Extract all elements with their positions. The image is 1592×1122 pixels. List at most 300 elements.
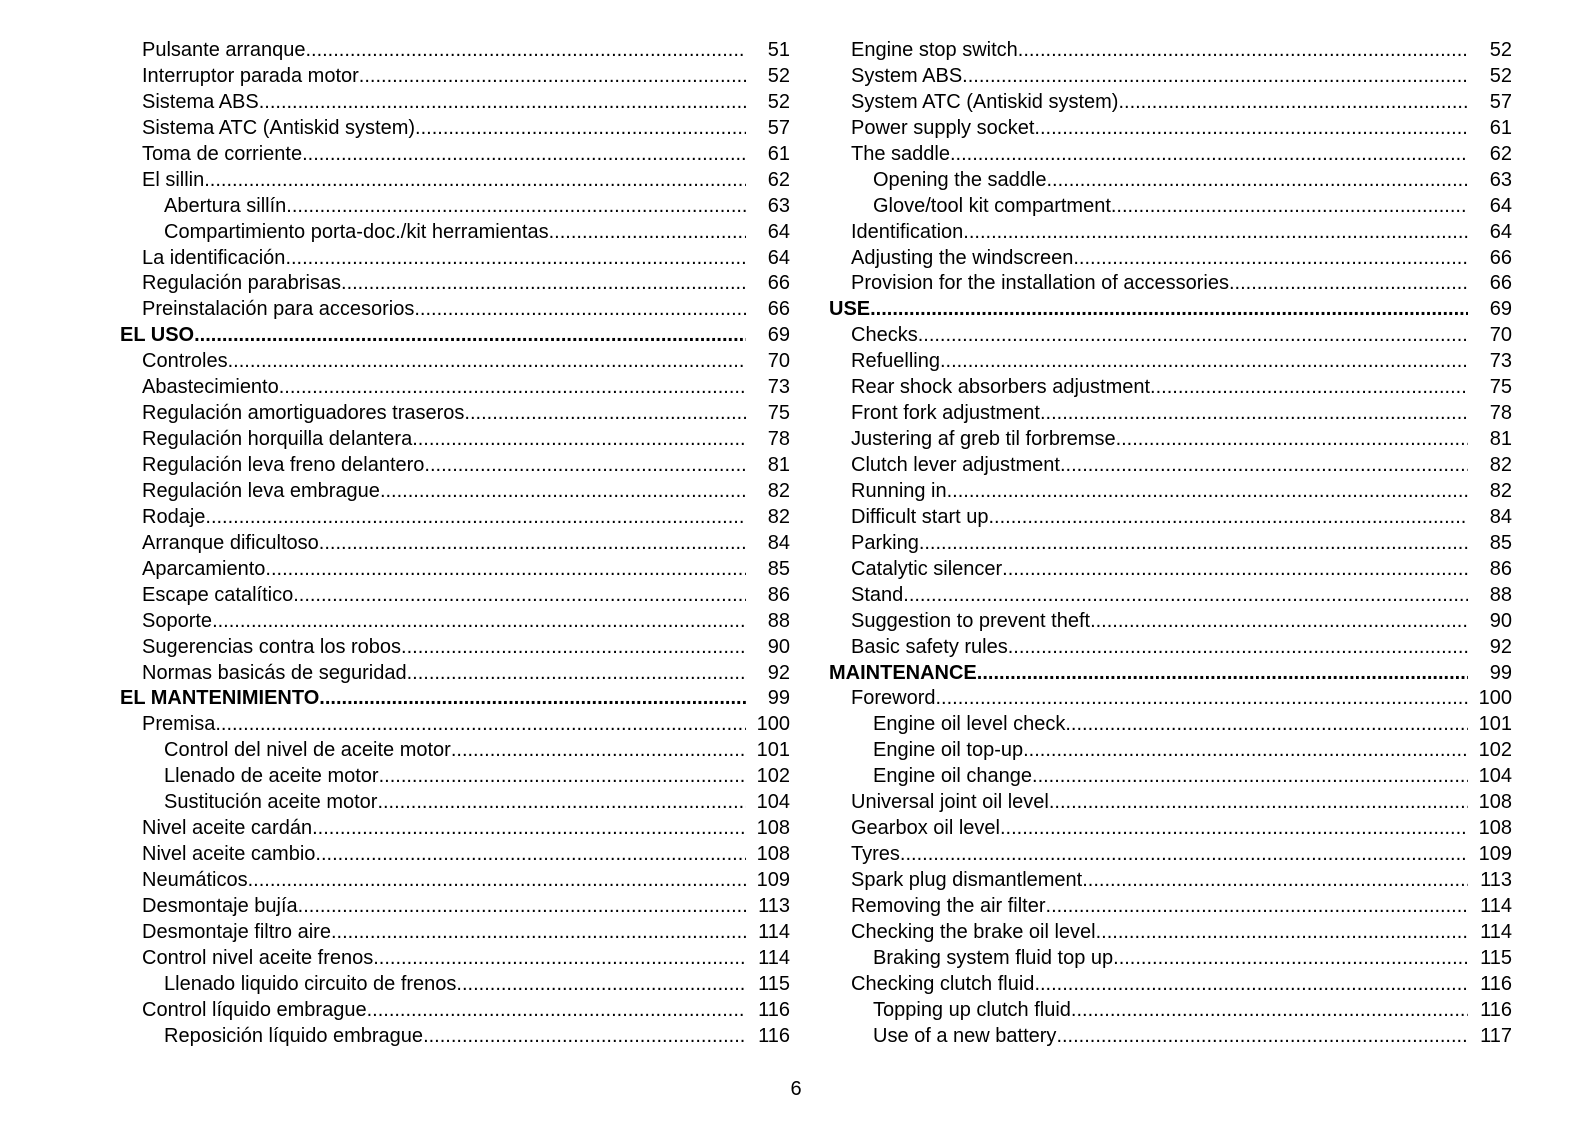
toc-entry-title: Parking (851, 531, 919, 554)
toc-entry-title: Refuelling (851, 350, 940, 373)
toc-entry-page: 85 (767, 557, 790, 580)
toc-dot-leader (315, 842, 746, 868)
toc-entry[interactable] (829, 194, 1512, 220)
toc-dot-leader (1023, 738, 1468, 764)
toc-entry-page: 92 (1489, 635, 1512, 658)
toc-entry[interactable] (829, 349, 1512, 375)
toc-entry[interactable] (829, 531, 1512, 557)
toc-entry-title: Reposición líquido embrague (164, 1024, 424, 1047)
toc-entry[interactable] (120, 946, 790, 972)
toc-entry-title: Normas basicás de seguridad (142, 661, 407, 684)
toc-dot-leader (248, 868, 746, 894)
toc-entry-title: Braking system fluid top up. (873, 946, 1119, 969)
toc-dot-leader (1032, 764, 1468, 790)
toc-entry-page: 69 (767, 324, 790, 347)
toc-entry-page: 66 (767, 298, 790, 321)
toc-dot-leader (341, 271, 746, 297)
toc-entry-title: Universal joint oil level (851, 791, 1049, 814)
toc-entry-page: 78 (767, 428, 790, 451)
toc-entry-page: 114 (758, 920, 790, 943)
toc-entry-title: Running in (851, 479, 947, 502)
toc-entry-page: 116 (758, 998, 790, 1021)
toc-entry-page: 57 (767, 116, 790, 139)
toc-entry[interactable] (120, 738, 790, 764)
toc-entry-page: 108 (1478, 817, 1512, 840)
toc-entry[interactable] (829, 738, 1512, 764)
toc-dot-leader (1082, 868, 1468, 894)
toc-entry-page: 86 (1489, 557, 1512, 580)
toc-dot-leader (1046, 894, 1468, 920)
toc-dot-leader (1090, 609, 1468, 635)
toc-entry-page: 116 (1480, 998, 1512, 1021)
toc-entry-title: Catalytic silencer (851, 557, 1003, 580)
toc-entry[interactable] (829, 142, 1512, 168)
toc-entry-page: 101 (756, 739, 790, 762)
toc-entry[interactable] (829, 712, 1512, 738)
toc-dot-leader (293, 583, 746, 609)
toc-dot-leader (423, 1024, 746, 1050)
toc-entry[interactable] (120, 920, 790, 946)
toc-entry[interactable] (120, 349, 790, 375)
toc-entry[interactable] (120, 194, 790, 220)
toc-entry-page: 117 (1480, 1024, 1512, 1047)
toc-dot-leader (377, 790, 746, 816)
toc-dot-leader (1096, 920, 1468, 946)
toc-entry-title: Desmontaje filtro aire (142, 920, 331, 943)
toc-dot-leader (935, 686, 1468, 712)
toc-entry[interactable] (829, 427, 1512, 453)
toc-dot-leader (407, 661, 746, 687)
toc-entry[interactable] (120, 764, 790, 790)
toc-entry[interactable] (829, 842, 1512, 868)
toc-entry-title: Topping up clutch fluid (873, 998, 1071, 1021)
toc-dot-leader (331, 920, 746, 946)
toc-entry-page: 66 (1489, 246, 1512, 269)
toc-entry-title: La identificación (142, 246, 286, 269)
toc-entry-page: 92 (767, 661, 790, 684)
toc-entry-title: Suggestion to prevent theft (851, 609, 1091, 632)
toc-entry-page: 115 (1480, 946, 1512, 969)
toc-entry-title: The saddle (851, 142, 950, 165)
toc-entry[interactable] (829, 635, 1512, 661)
toc-dot-leader (319, 531, 746, 557)
toc-dot-leader (279, 375, 746, 401)
toc-entry-page: 88 (1489, 583, 1512, 606)
toc-entry[interactable] (120, 1024, 790, 1050)
toc-entry-title: Power supply socket (851, 116, 1035, 139)
toc-dot-leader (549, 220, 746, 246)
toc-entry-title: Sugerencias contra los robos (142, 635, 402, 658)
toc-entry-title: Preinstalación para accesorios (142, 298, 415, 321)
toc-dot-leader (1049, 790, 1468, 816)
toc-entry-title: Soporte (142, 609, 213, 632)
toc-entry-title: Difficult start up (851, 505, 989, 528)
toc-entry[interactable] (829, 479, 1512, 505)
toc-entry-page: 66 (1489, 272, 1512, 295)
toc-dot-leader (380, 479, 746, 505)
toc-entry-title: Nivel aceite cardán (142, 817, 313, 840)
toc-entry-page: 64 (1489, 220, 1512, 243)
toc-entry[interactable] (120, 686, 790, 712)
toc-entry-page: 116 (1480, 972, 1512, 995)
toc-entry-page: 114 (1480, 920, 1512, 943)
toc-dot-leader (265, 557, 746, 583)
toc-column-english (829, 38, 1512, 1050)
toc-entry[interactable] (829, 661, 1512, 687)
toc-dot-leader (919, 531, 1468, 557)
toc-entry[interactable] (120, 557, 790, 583)
toc-entry[interactable] (829, 816, 1512, 842)
toc-entry[interactable] (829, 764, 1512, 790)
toc-entry-title: Arranque dificultoso (142, 531, 319, 554)
toc-entry[interactable] (120, 816, 790, 842)
toc-entry-title: Pulsante arranque (142, 39, 306, 61)
toc-entry-page: 70 (1489, 324, 1512, 347)
toc-entry[interactable] (120, 842, 790, 868)
toc-dot-leader (305, 38, 746, 64)
toc-entry-page: 62 (1489, 142, 1512, 165)
toc-entry[interactable] (829, 557, 1512, 583)
toc-entry[interactable] (120, 38, 790, 64)
toc-entry[interactable] (120, 271, 790, 297)
toc-dot-leader (319, 686, 746, 712)
toc-entry[interactable] (829, 323, 1512, 349)
toc-dot-leader (298, 894, 746, 920)
toc-dot-leader (312, 816, 746, 842)
toc-entry[interactable] (829, 609, 1512, 635)
toc-entry-title: MAINTENANCE (829, 661, 977, 684)
toc-entry-title: Abertura sillín (164, 194, 287, 217)
toc-entry-title: Checks (851, 324, 918, 347)
toc-entry[interactable] (120, 323, 790, 349)
toc-entry[interactable] (120, 90, 790, 116)
toc-dot-leader (367, 998, 746, 1024)
toc-entry-page: 61 (1489, 116, 1512, 139)
toc-entry-title: Gearbox oil level (851, 817, 1000, 840)
toc-entry-page: 57 (1489, 90, 1512, 113)
toc-entry-page: 63 (1489, 168, 1512, 191)
toc-dot-leader (1119, 946, 1468, 972)
toc-entry-page: 85 (1489, 531, 1512, 554)
toc-dot-leader (1229, 271, 1468, 297)
toc-entry-title: Desmontaje bujía (142, 894, 298, 917)
toc-entry-title: Stand (851, 583, 904, 606)
toc-entry-title: Llenado de aceite motor (164, 765, 379, 788)
toc-entry[interactable] (120, 661, 790, 687)
toc-dot-leader (204, 168, 746, 194)
toc-dot-leader (412, 427, 746, 453)
toc-dot-leader (988, 505, 1468, 531)
toc-dot-leader (1116, 427, 1468, 453)
toc-dot-leader (1008, 635, 1468, 661)
toc-entry-title: Toma de corriente (142, 142, 303, 165)
toc-entry-title: Engine oil level check (873, 713, 1066, 736)
toc-dot-leader (259, 90, 746, 116)
toc-dot-leader (1060, 453, 1468, 479)
toc-entry[interactable] (829, 920, 1512, 946)
toc-entry-page: 64 (767, 246, 790, 269)
toc-entry[interactable] (120, 583, 790, 609)
toc-entry-page: 64 (767, 220, 790, 243)
toc-entry-title: Identification (851, 220, 964, 243)
toc-entry-page: 100 (756, 713, 790, 736)
toc-entry-page: 108 (756, 843, 790, 866)
toc-entry-page: 73 (767, 376, 790, 399)
toc-entry[interactable] (120, 505, 790, 531)
toc-entry-page: 78 (1489, 402, 1512, 425)
toc-dot-leader (464, 401, 746, 427)
toc-entry[interactable] (829, 64, 1512, 90)
toc-entry-page: 113 (1480, 869, 1512, 891)
toc-entry[interactable] (829, 246, 1512, 272)
toc-entry-title: Regulación leva freno delantero (142, 454, 425, 476)
toc-entry[interactable] (829, 375, 1512, 401)
toc-entry-title: Control del nivel de aceite motor (164, 739, 451, 762)
toc-dot-leader (900, 842, 1468, 868)
toc-entry[interactable] (120, 894, 790, 920)
toc-entry[interactable] (120, 64, 790, 90)
toc-entry-page: 51 (767, 39, 790, 61)
toc-entry[interactable] (120, 401, 790, 427)
toc-dot-leader (1071, 998, 1468, 1024)
toc-dot-leader (1046, 168, 1468, 194)
toc-entry-title: Rear shock absorbers adjustment (851, 376, 1151, 399)
toc-entry[interactable] (120, 479, 790, 505)
toc-entry[interactable] (120, 168, 790, 194)
toc-entry-title: Control nivel aceite frenos (142, 946, 374, 969)
toc-entry[interactable] (120, 427, 790, 453)
toc-entry-title: Foreword (851, 687, 936, 710)
toc-dot-leader (215, 712, 746, 738)
toc-entry-page: 109 (1478, 843, 1512, 866)
toc-entry-title: Regulación amortiguadores traseros (142, 402, 465, 425)
toc-entry-title: Front fork adjustment (851, 402, 1040, 425)
toc-dot-leader (286, 194, 746, 220)
toc-entry-page: 52 (767, 90, 790, 113)
toc-entry-page: 102 (756, 765, 790, 788)
toc-entry[interactable] (120, 609, 790, 635)
toc-entry[interactable] (120, 635, 790, 661)
page-number: 6 (790, 1078, 802, 1100)
toc-entry[interactable] (120, 220, 790, 246)
toc-dot-leader (456, 972, 746, 998)
toc-entry-page: 70 (767, 350, 790, 373)
toc-entry-title: Rodaje (142, 505, 206, 528)
toc-entry[interactable] (829, 972, 1512, 998)
toc-entry-page: 108 (756, 817, 790, 840)
toc-entry-page: 64 (1489, 194, 1512, 217)
toc-entry-page: 62 (767, 168, 790, 191)
toc-entry-title: System ABS (851, 64, 963, 87)
toc-entry[interactable] (829, 583, 1512, 609)
toc-entry-page: 52 (1489, 64, 1512, 87)
toc-entry-page: 113 (758, 894, 790, 917)
toc-dot-leader (285, 246, 746, 272)
toc-entry[interactable] (120, 531, 790, 557)
toc-entry[interactable] (829, 686, 1512, 712)
toc-entry-page: 114 (758, 946, 790, 969)
toc-entry-title: Interruptor parada motor (142, 64, 359, 87)
toc-dot-leader (205, 505, 746, 531)
toc-entry[interactable] (120, 297, 790, 323)
toc-entry-title: Engine stop switch (851, 39, 1018, 61)
toc-entry[interactable] (829, 894, 1512, 920)
toc-entry-title: Nivel aceite cambio (142, 843, 316, 866)
toc-entry[interactable] (120, 246, 790, 272)
toc-entry-page: 109 (756, 869, 790, 891)
toc-dot-leader (1040, 401, 1468, 427)
toc-entry[interactable] (120, 142, 790, 168)
toc-dot-leader (903, 583, 1468, 609)
toc-entry[interactable] (120, 998, 790, 1024)
toc-dot-leader (1056, 1024, 1468, 1050)
toc-dot-leader (228, 349, 746, 375)
toc-entry-title: Checking clutch fluid (851, 972, 1035, 995)
toc-entry-title: EL USO (120, 324, 195, 347)
toc-entry-page: 82 (767, 479, 790, 502)
toc-entry-title: Escape catalítico (142, 583, 294, 606)
toc-entry-title: Regulación leva embrague (142, 479, 380, 502)
toc-dot-leader (1000, 816, 1468, 842)
toc-entry-title: Adjusting the windscreen (851, 246, 1074, 269)
toc-dot-leader (302, 142, 746, 168)
toc-entry-title: Opening the saddle (873, 168, 1047, 191)
toc-entry-title: Engine oil change (873, 765, 1033, 788)
toc-entry-page: 101 (1478, 713, 1512, 736)
toc-entry-page: 84 (767, 531, 790, 554)
toc-entry[interactable] (829, 271, 1512, 297)
toc-entry-title: Clutch lever adjustment (851, 454, 1060, 476)
toc-entry-title: Premisa (142, 713, 216, 736)
toc-entry-title: Engine oil top-up (873, 739, 1024, 762)
toc-entry-page: 90 (1489, 609, 1512, 632)
toc-entry[interactable] (120, 868, 790, 894)
toc-entry-title: Llenado liquido circuito de frenos (164, 972, 457, 995)
toc-entry-title: Neumáticos (142, 869, 248, 891)
toc-entry-page: 82 (767, 505, 790, 528)
toc-dot-leader (424, 453, 746, 479)
toc-entry-title: Sustitución aceite motor (164, 791, 378, 814)
toc-entry-title: Sistema ATC (Antiskid system) (142, 116, 416, 139)
toc-dot-leader (950, 142, 1468, 168)
toc-entry-title: Basic safety rules (851, 635, 1008, 658)
toc-entry[interactable] (120, 712, 790, 738)
toc-entry-title: EL MANTENIMIENTO (120, 687, 320, 710)
toc-entry-title: El sillin (142, 168, 205, 191)
toc-dot-leader (401, 635, 746, 661)
toc-entry-page: 81 (1489, 428, 1512, 451)
toc-entry[interactable] (120, 375, 790, 401)
toc-entry-title: Abastecimiento (142, 376, 279, 399)
toc-dot-leader (870, 297, 1468, 323)
toc-entry-title: Spark plug dismantlement (851, 869, 1083, 891)
toc-entry-page: 115 (758, 972, 790, 995)
toc-entry-title: Aparcamiento (142, 557, 266, 580)
toc-entry-page: 90 (767, 635, 790, 658)
toc-entry-title: Sistema ABS (142, 90, 259, 113)
toc-entry-title: Regulación parabrisas (142, 272, 342, 295)
toc-entry-title: Checking the brake oil level (851, 920, 1096, 943)
toc-entry[interactable] (120, 453, 790, 479)
toc-dot-leader (373, 946, 746, 972)
toc-dot-leader (977, 661, 1468, 687)
toc-dot-leader (414, 297, 746, 323)
toc-entry-title: Provision for the installation of accessories (851, 272, 1229, 295)
toc-dot-leader (1065, 712, 1468, 738)
toc-entry[interactable] (829, 1024, 1512, 1050)
toc-entry-title: USE (829, 298, 871, 321)
toc-dot-leader (212, 609, 746, 635)
toc-entry-page: 52 (1489, 39, 1512, 61)
toc-entry-page: 86 (767, 583, 790, 606)
toc-entry[interactable] (829, 998, 1512, 1024)
toc-entry-page: 99 (1489, 661, 1512, 684)
toc-entry[interactable] (829, 505, 1512, 531)
toc-entry[interactable] (829, 168, 1512, 194)
toc-entry-page: 69 (1489, 298, 1512, 321)
toc-entry[interactable] (120, 790, 790, 816)
toc-entry[interactable] (829, 790, 1512, 816)
toc-dot-leader (947, 479, 1468, 505)
toc-entry-title: Control líquido embrague (142, 998, 367, 1021)
toc-entry-title: Controles (142, 350, 228, 373)
toc-entry-page: 81 (767, 454, 790, 476)
toc-dot-leader (940, 349, 1468, 375)
toc-entry-title: Justering af greb til forbremse (851, 428, 1116, 451)
toc-entry-page: 75 (1489, 376, 1512, 399)
toc-entry[interactable] (829, 868, 1512, 894)
toc-entry-page: 104 (756, 791, 790, 814)
toc-entry-page: 73 (1489, 350, 1512, 373)
toc-entry-page: 82 (1489, 479, 1512, 502)
toc-dot-leader (1018, 38, 1468, 64)
toc-entry-title: System ATC (Antiskid system) (851, 90, 1119, 113)
toc-entry[interactable] (829, 401, 1512, 427)
toc-entry-title: Glove/tool kit compartment (873, 194, 1111, 217)
toc-dot-leader (359, 64, 746, 90)
toc-entry[interactable] (829, 946, 1512, 972)
toc-dot-leader (1073, 246, 1468, 272)
toc-dot-leader (1118, 90, 1468, 116)
toc-entry[interactable] (829, 297, 1512, 323)
toc-entry-title: Tyres (851, 843, 900, 866)
toc-entry[interactable] (120, 116, 790, 142)
toc-entry-page: 99 (767, 687, 790, 710)
toc-entry[interactable] (829, 90, 1512, 116)
toc-entry[interactable] (120, 972, 790, 998)
toc-entry[interactable] (829, 116, 1512, 142)
toc-entry[interactable] (829, 220, 1512, 246)
toc-entry[interactable] (829, 453, 1512, 479)
toc-entry-page: 66 (767, 272, 790, 295)
toc-entry-page: 116 (758, 1024, 790, 1047)
toc-entry-page: 52 (767, 64, 790, 87)
toc-dot-leader (415, 116, 746, 142)
toc-entry-page: 88 (767, 609, 790, 632)
toc-dot-leader (963, 220, 1468, 246)
toc-entry-title: Compartimiento porta-doc./kit herramientas (164, 220, 549, 243)
toc-entry-page: 102 (1478, 739, 1512, 762)
toc-dot-leader (1111, 194, 1468, 220)
toc-entry-page: 82 (1489, 454, 1512, 476)
toc-dot-leader (451, 738, 746, 764)
toc-entry-page: 61 (767, 142, 790, 165)
toc-column-spanish (120, 38, 790, 1050)
toc-dot-leader (1150, 375, 1468, 401)
toc-entry-title: Regulación horquilla delantera (142, 428, 413, 451)
toc-entry[interactable] (829, 38, 1512, 64)
toc-dot-leader (1034, 116, 1468, 142)
